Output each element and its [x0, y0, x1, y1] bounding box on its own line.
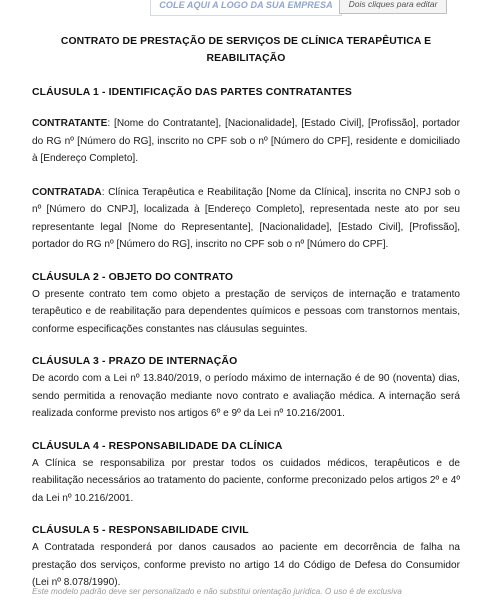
top-toolbar: [0, 0, 500, 16]
contratada-paragraph: [32, 184, 460, 254]
contratante-text: : [Nome do Contratante], [Nacionalidade], [Estado Civil], [Profissão], portador do RG nº [Número do RG], inscrito no CPF sob o nº [Número do CPF], residente e domiciliado à [Endereço Completo].: [32, 118, 460, 164]
logo-placeholder[interactable]: COLE AQUI A LOGO DA SUA EMPRESA: [150, 0, 342, 16]
document-title: CONTRATO DE PRESTAÇÃO DE SERVIÇOS DE CLÍNICA TERAPÊUTICA E REABILITAÇÃO: [60, 36, 432, 64]
contract-document: [32, 33, 460, 592]
clause-4-text: A Clínica se responsabiliza por prestar todos os cuidados médicos, terapêuticos e de reabilitação necessários ao tratamento do paciente, conforme preconizado pelos artigos 2º e 4º da Lei nº 10.216/2001.: [32, 457, 460, 504]
contratante-label: CONTRATANTE: [32, 118, 108, 129]
edit-button[interactable]: Dois cliques para editar: [339, 0, 447, 14]
clause-3-heading: CLÁUSULA 3 - PRAZO DE INTERNAÇÃO: [32, 356, 238, 367]
disclaimer-footer: Este modelo padrão deve ser personalizado e não substitui orientação jurídica. O uso é de exclusiva: [32, 586, 402, 596]
contratante-paragraph: [32, 115, 460, 168]
clause-4-heading: CLÁUSULA 4 - RESPONSABILIDADE DA CLÍNICA: [32, 440, 283, 452]
clause-3-text: De acordo com a Lei nº 13.840/2019, o período máximo de internação é de 90 (noventa) dias, sendo permitida a renovação mediante novo contrato e avaliação médica. A internação será realizada conforme previsto nos artigos 6º e 9º da Lei nº 10.216/2001.: [32, 373, 460, 419]
clause-1-heading: CLÁUSULA 1 - IDENTIFICAÇÃO DAS PARTES CONTRATANTES: [32, 87, 352, 98]
clause-2-text: O presente contrato tem como objeto a prestação de serviços de internação e tratamento terapêutico e de reabilitação para dependentes químicos e pessoas com transtornos mentais, conforme especificações constantes nas cláusulas seguintes.: [32, 288, 460, 335]
clause-2-heading: CLÁUSULA 2 - OBJETO DO CONTRATO: [32, 271, 234, 283]
contratada-text: : Clínica Terapêutica e Reabilitação [Nome da Clínica], inscrita no CNPJ sob o nº [Número do CNPJ], localizada à [Endereço Completo], representada neste ato por seu representante legal [Nome do Representante], [Nacionalidade], [Estado Civil], [Profissão], portador do RG nº [Número do RG], inscrito no CPF sob o nº [Número do CPF].: [32, 186, 460, 250]
contratada-label: CONTRATADA: [32, 186, 102, 198]
clause-5-text: A Contratada responderá por danos causados ao paciente em decorrência de falha na prestação dos serviços, conforme previsto no artigo 14 do Código de Defesa do Consumidor (Lei nº 8.078/1990).: [32, 542, 460, 588]
clause-5-heading: CLÁUSULA 5 - RESPONSABILIDADE CIVIL: [32, 525, 249, 536]
